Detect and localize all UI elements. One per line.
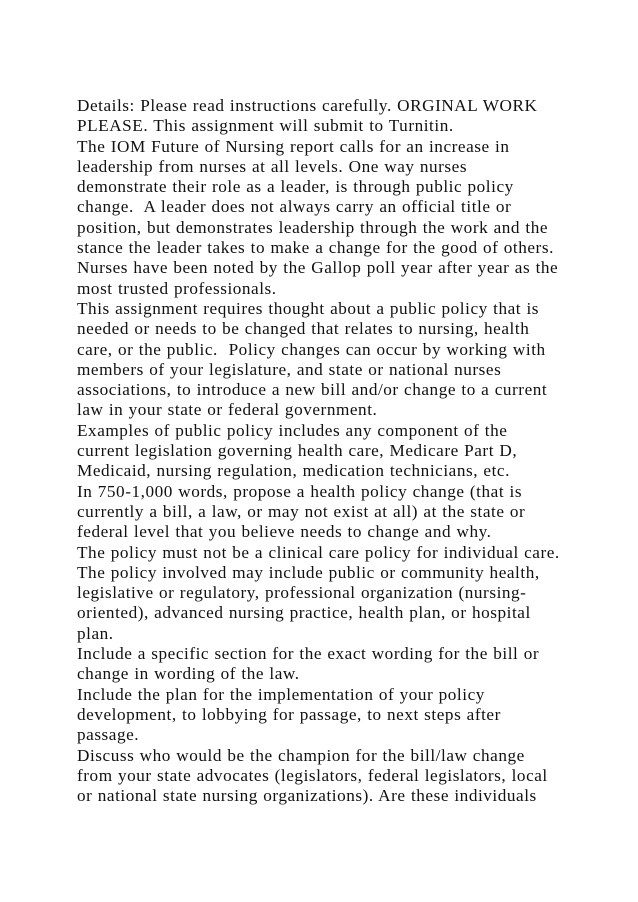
- text-line: Details: Please read instructions carefully. ORGINAL WORK: [77, 96, 538, 115]
- text-line: demonstrate their role as a leader, is through public policy: [77, 177, 514, 197]
- text-line: The IOM Future of Nursing report calls for an increase in: [77, 136, 510, 156]
- text-line: This assignment requires thought about a public policy that is: [77, 298, 540, 318]
- text-line: position, but demonstrates leadership through the work and the: [77, 217, 549, 237]
- text-line: legislative or regulatory, professional organization (nursing-: [77, 583, 527, 603]
- text-line: law in your state or federal government.: [77, 400, 378, 420]
- text-line: members of your legislature, and state or national nurses: [77, 359, 502, 379]
- text-line: Examples of public policy includes any component of the: [77, 420, 508, 440]
- text-line: currently a bill, a law, or may not exist at all) at the state or: [77, 501, 526, 521]
- text-line: change in wording of the law.: [77, 664, 300, 684]
- text-line: leadership from nurses at all levels. One way nurses: [77, 156, 468, 176]
- text-line: The policy must not be a clinical care policy for individual care.: [77, 542, 560, 562]
- document-body: [77, 96, 577, 806]
- text-line: or national state nursing organizations). Are these individuals: [77, 786, 537, 806]
- text-line: plan.: [77, 623, 114, 643]
- text-line: change. A leader does not always carry an official title or: [77, 197, 512, 217]
- text-line: Nurses have been noted by the Gallop poll year after year as the: [77, 258, 559, 278]
- text-line: The policy involved may include public or community health,: [77, 562, 540, 582]
- text-line: Medicaid, nursing regulation, medication technicians, etc.: [77, 461, 510, 481]
- text-line: associations, to introduce a new bill and/or change to a current: [77, 380, 548, 400]
- text-line: needed or needs to be changed that relates to nursing, health: [77, 319, 530, 339]
- text-line: PLEASE. This assignment will submit to Turnitin.: [77, 116, 454, 136]
- text-line: from your state advocates (legislators, federal legislators, local: [77, 765, 548, 785]
- text-line: federal level that you believe needs to change and why.: [77, 522, 492, 542]
- text-line: Include a specific section for the exact wording for the bill or: [77, 644, 540, 664]
- text-line: development, to lobbying for passage, to next steps after: [77, 704, 501, 724]
- text-line: Include the plan for the implementation of your policy: [77, 684, 485, 704]
- text-line: most trusted professionals.: [77, 278, 277, 298]
- text-line: care, or the public. Policy changes can occur by working with: [77, 339, 546, 359]
- text-line: oriented), advanced nursing practice, health plan, or hospital: [77, 603, 531, 623]
- text-line: In 750-1,000 words, propose a health policy change (that is: [77, 481, 523, 501]
- text-line: current legislation governing health care, Medicare Part D,: [77, 441, 518, 461]
- text-line: stance the leader takes to make a change for the good of others.: [77, 238, 554, 258]
- text-line: Discuss who would be the champion for the bill/law change: [77, 745, 525, 765]
- text-line: passage.: [77, 725, 140, 745]
